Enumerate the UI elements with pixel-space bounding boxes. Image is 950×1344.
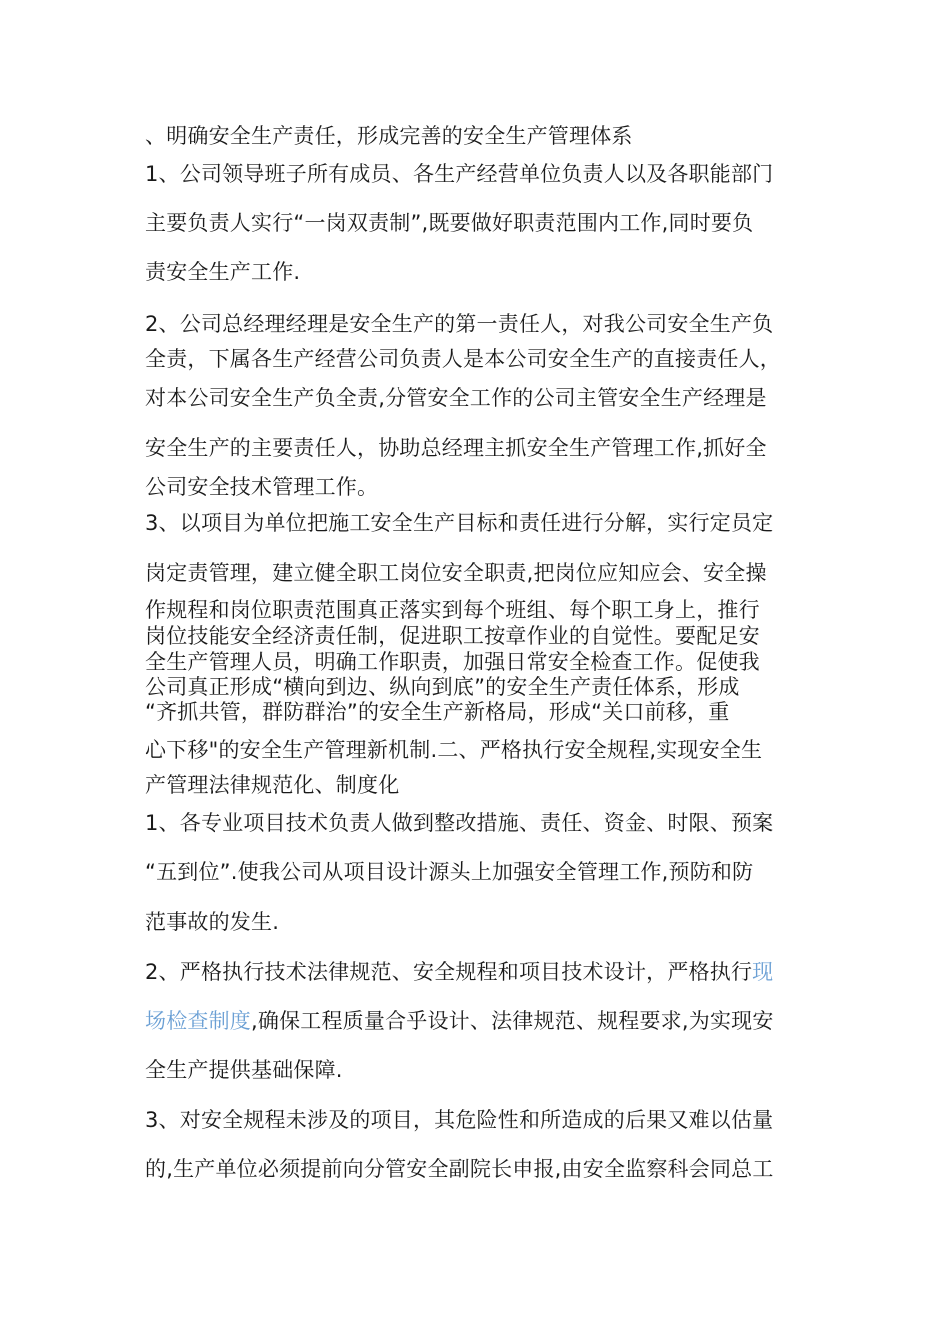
paragraph-line: 2、公司总经理经理是安全生产的第一责任人，对我公司安全生产负 xyxy=(145,312,774,336)
paragraph-line: “五到位”.使我公司从项目设计源头上加强安全管理工作,预防和防 xyxy=(145,860,754,884)
section-heading-2: 产管理法律规范化、制度化 xyxy=(145,773,400,797)
section-heading-1: 、明确安全生产责任，形成完善的安全生产管理体系 xyxy=(145,124,633,148)
inspection-system-link[interactable]: 现 xyxy=(752,960,774,984)
paragraph-line-with-link xyxy=(145,958,825,986)
paragraph-line: 全生产提供基础保障. xyxy=(145,1058,343,1082)
paragraph-line: 责安全生产工作. xyxy=(145,260,301,284)
paragraph-line: 主要负责人实行“一岗双责制”,既要做好职责范围内工作,同时要负 xyxy=(145,211,754,235)
paragraph-line: 公司安全技术管理工作。 xyxy=(145,475,379,499)
paragraph-line: 岗位技能安全经济责任制，促进职工按章作业的自觉性。要配足安 xyxy=(145,624,760,648)
paragraph-line: 1、各专业项目技术负责人做到整改措施、责任、资金、时限、预案 xyxy=(145,811,774,835)
paragraph-line: “齐抓共管，群防群治”的安全生产新格局，形成“关口前移，重 xyxy=(145,700,730,724)
paragraph-line: 岗定责管理，建立健全职工岗位安全职责,把岗位应知应会、安全操 xyxy=(145,561,767,585)
paragraph-line: 1、公司领导班子所有成员、各生产经营单位负责人以及各职能部门 xyxy=(145,162,774,186)
text-segment: ,确保工程质量合乎设计、法律规范、规程要求,为实现安 xyxy=(251,1009,774,1033)
paragraph-line: 作规程和岗位职责范围真正落实到每个班组、每个职工身上，推行 xyxy=(145,598,760,622)
paragraph-line-with-link xyxy=(145,1007,825,1035)
paragraph-line: 全责，下属各生产经营公司负责人是本公司安全生产的直接责任人， xyxy=(145,347,781,371)
paragraph-line: 对本公司安全生产负全责,分管安全工作的公司主管安全生产经理是 xyxy=(145,386,767,410)
paragraph-line: 公司真正形成“横向到边、纵向到底”的安全生产责任体系，形成 xyxy=(145,675,740,699)
inspection-system-link[interactable]: 场检查制度 xyxy=(145,1009,251,1033)
paragraph-line: 范事故的发生. xyxy=(145,910,280,934)
paragraph-line: 安全生产的主要责任人，协助总经理主抓安全生产管理工作,抓好全 xyxy=(145,436,767,460)
paragraph-line: 3、以项目为单位把施工安全生产目标和责任进行分解，实行定员定 xyxy=(145,511,774,535)
paragraph-line: 心下移"的安全生产管理新机制.二、严格执行安全规程,实现安全生 xyxy=(145,738,763,762)
text-segment: 2、严格执行技术法律规范、安全规程和项目技术设计，严格执行 xyxy=(145,960,753,984)
paragraph-line: 的,生产单位必须提前向分管安全副院长申报,由安全监察科会同总工 xyxy=(145,1157,774,1181)
paragraph-line: 全生产管理人员，明确工作职责，加强日常安全检查工作。促使我 xyxy=(145,650,760,674)
paragraph-line: 3、对安全规程未涉及的项目，其危险性和所造成的后果又难以估量 xyxy=(145,1108,774,1132)
